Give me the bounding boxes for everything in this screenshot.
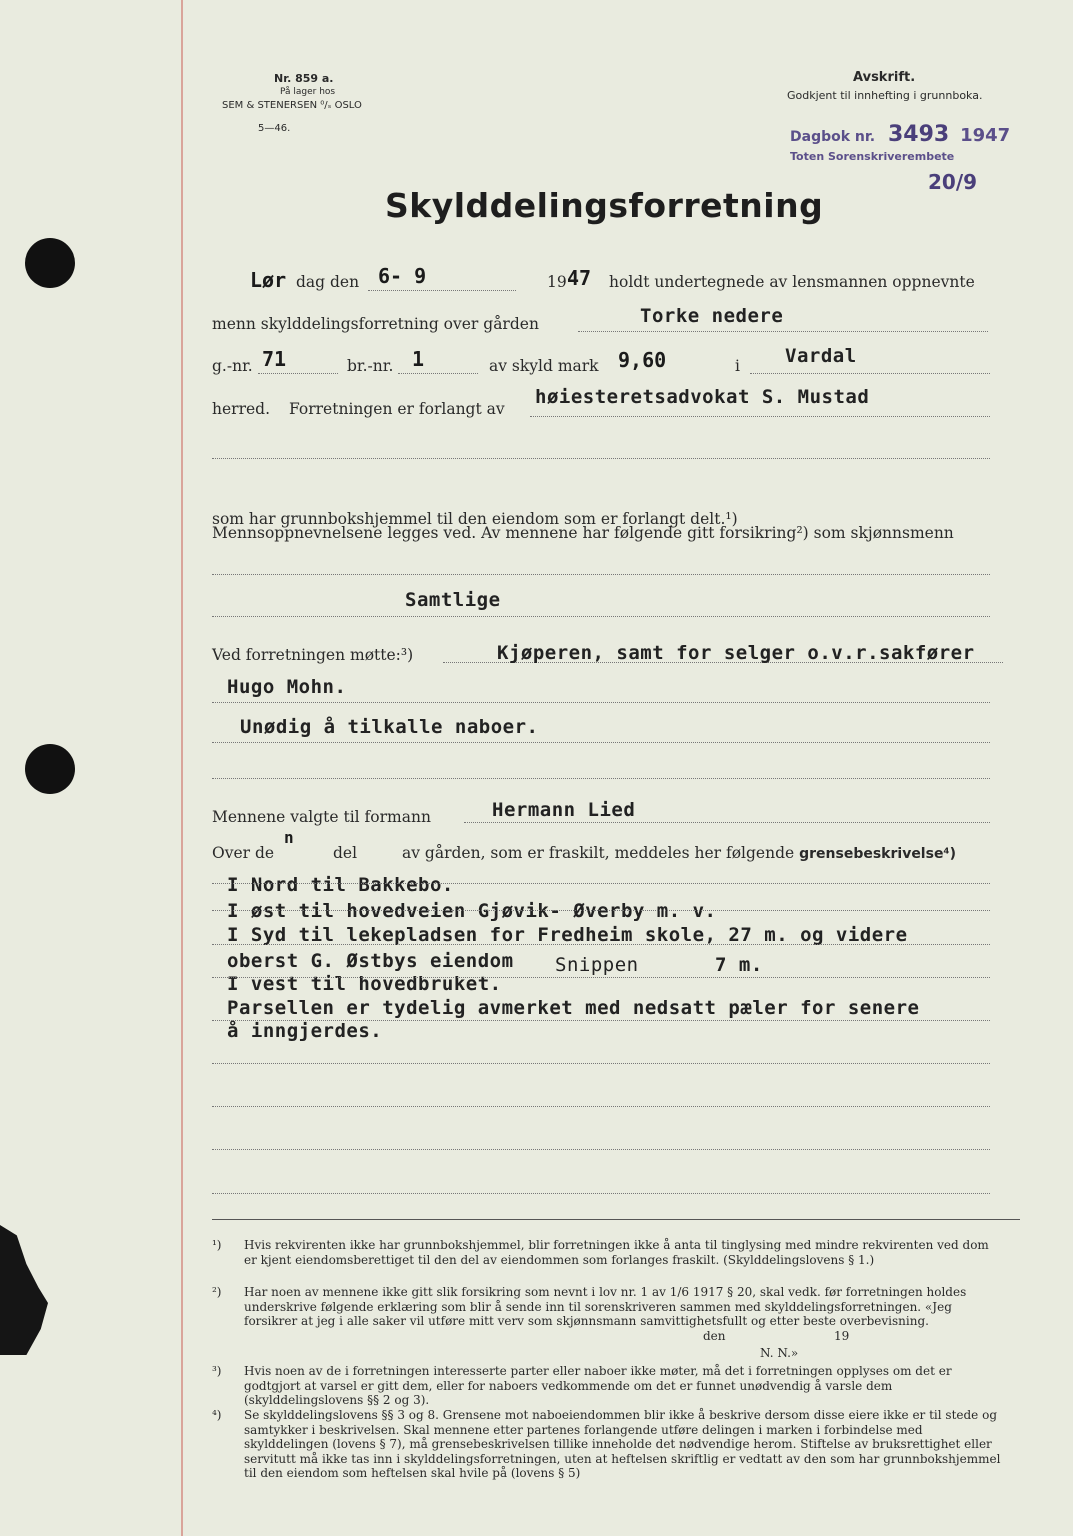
date-line xyxy=(368,290,516,291)
boundary-line: å inngjerdes. xyxy=(227,1020,383,1042)
met-value-1: Kjøperen, samt for selger o.v.r.sakfører xyxy=(497,642,975,664)
torn-edge xyxy=(0,1225,48,1355)
rule-line xyxy=(212,977,990,978)
requested-value: høiesteretsadvokat S. Mustad xyxy=(535,386,870,408)
copy-label: Avskrift. xyxy=(853,70,916,85)
footnote-2-year: 19 xyxy=(834,1329,850,1343)
footnote-number: ¹) xyxy=(212,1238,222,1252)
stamp-office: Toten Sorenskriverembete xyxy=(790,150,955,163)
footnote-3 xyxy=(212,1364,1002,1408)
boundary-line: oberst G. Østbys eiendom xyxy=(227,950,514,972)
rule-line xyxy=(212,1193,990,1194)
rule-line xyxy=(212,1106,990,1107)
footnote-1 xyxy=(212,1238,1002,1267)
snippen-text: Snippen xyxy=(555,954,639,976)
gnr-label: g.-nr. xyxy=(212,357,253,375)
met-value-2: Hugo Mohn. xyxy=(227,676,347,698)
chair-label: Mennene valgte til formann xyxy=(212,808,431,826)
footnote-text: Hvis rekvirenten ikke har grunnbokshjemmel, blir forretningen ikke å anta til tinglysing med mindre rekvirenten ved dom er kjent eiendomsberettiget til den del av eiendommen som forlanges fraskilt. (Skylddelingslovens § 1.) xyxy=(244,1238,989,1267)
document-title: Skylddelingsforretning xyxy=(385,186,824,225)
form-number: Nr. 859 a. xyxy=(274,72,334,85)
forsikring-value: Samtlige xyxy=(405,589,501,611)
stamp-dagbok xyxy=(790,122,1010,147)
date-label: dag den xyxy=(296,273,360,291)
punch-hole xyxy=(25,744,75,794)
hjemmel-text: som har grunnbokshjemmel til den eiendom som er forlangt delt.¹) xyxy=(212,510,738,528)
over-suffix: n xyxy=(284,828,294,847)
blank-line xyxy=(212,702,990,703)
stamp-label: Dagbok nr. xyxy=(790,129,876,145)
blank-line xyxy=(212,742,990,743)
meters-text: 7 m. xyxy=(715,954,763,976)
held-text: holdt undertegnede av lensmannen oppnevnte xyxy=(609,273,975,291)
requested-line xyxy=(530,416,990,417)
form-date: 5—46. xyxy=(258,123,291,134)
boundary-intro-text: av gården, som er fraskilt, meddeles her følgende xyxy=(402,844,795,862)
boundary-intro xyxy=(402,844,956,862)
boundary-line: I øst til hovedveien Gjøvik- Øverby m. v. xyxy=(227,900,717,922)
menn-text: Mennsoppnevnelsene legges ved. Av mennene har følgende gitt forsikring²) som skjønnsmenn xyxy=(212,524,954,542)
boundary-line: Parsellen er tydelig avmerket med nedsatt pæler for senere xyxy=(227,997,920,1019)
boundary-line: I vest til hovedbruket. xyxy=(227,973,502,995)
chair-line xyxy=(464,822,990,823)
blank-line xyxy=(212,616,990,617)
farm-line xyxy=(578,331,988,332)
bnr-value: 1 xyxy=(412,347,425,371)
year-prefix: 19 xyxy=(547,273,567,291)
blank-line xyxy=(212,574,990,575)
footnote-2-signature: N. N.» xyxy=(760,1346,799,1360)
stamp-year: 1947 xyxy=(960,125,1011,146)
rule-line xyxy=(212,910,990,911)
punch-hole xyxy=(25,238,75,288)
met-label: Ved forretningen møtte:³) xyxy=(212,646,414,664)
chair-value: Hermann Lied xyxy=(492,799,636,821)
rule-line xyxy=(212,1020,990,1021)
over-label: Over de xyxy=(212,844,275,862)
blank-line xyxy=(212,778,990,779)
bnr-label: br.-nr. xyxy=(347,357,394,375)
gnr-value: 71 xyxy=(262,347,287,371)
footnote-number: ⁴) xyxy=(212,1408,222,1422)
footnote-2-den: den xyxy=(703,1329,726,1343)
weekday-value: Lør xyxy=(250,268,287,292)
farm-value: Torke nedere xyxy=(640,305,784,327)
herred-label: herred. xyxy=(212,400,270,418)
farm-label: menn skylddelingsforretning over gården xyxy=(212,315,539,333)
footnote-2 xyxy=(212,1285,1002,1329)
rule-line xyxy=(212,883,990,884)
boundary-line: I Nord til Bakkebo. xyxy=(227,874,454,896)
skyld-value: 9,60 xyxy=(618,348,667,372)
met-value-3: Unødig å tilkalle naboer. xyxy=(240,716,539,738)
footnote-text: Se skylddelingslovens §§ 3 og 8. Grensene mot naboeiendommen blir ikke å beskrive dersom disse eiere ikke er til stede og samtykker i beskrivelsen. Skal mennene etter partenes forlangende utføre delingen i marken i forbindelse med skylddelingen (lovens § 7), må grensebeskrivelsen tillike inneholde det nødvendige herom. Stiftelse av bruksrettighet eller servitutt må ikke tas inn i skylddelingsforretningen, uten at heftelsen skriftlig er vedtatt av den som har grunnbokshjemmel til den eiendom som heftelsen skal hvile på (lovens § 5) xyxy=(244,1408,1001,1480)
supplier-line-2: SEM & STENERSEN ⁰/ₛ OSLO xyxy=(222,100,362,111)
bnr-line xyxy=(398,373,478,374)
i-label: i xyxy=(735,357,740,375)
requested-label: Forretningen er forlangt av xyxy=(289,400,505,418)
herred-value: Vardal xyxy=(785,345,857,367)
margin-rule xyxy=(181,0,183,1536)
date-value: 6- 9 xyxy=(378,264,427,288)
footnote-number: ³) xyxy=(212,1364,222,1378)
gnr-line xyxy=(258,373,338,374)
boundary-line: I Syd til lekepladsen for Fredheim skole, 27 m. og videre xyxy=(227,924,908,946)
footnote-text: Hvis noen av de i forretningen interesserte parter eller naboer ikke møter, må det i forretningen opplyses om det er godtgjort at varsel er gitt dem, eller for naboers vedkommende om det er funnet unødvendig å varsle dem (skylddelingslovens §§ 2 og 3). xyxy=(244,1364,952,1407)
approval-text: Godkjent til innhefting i grunnboka. xyxy=(787,89,983,102)
stamp-number: 3493 xyxy=(887,122,950,147)
rule-line xyxy=(212,1149,990,1150)
del-label: del xyxy=(333,844,358,862)
herred-line xyxy=(750,373,990,374)
footnote-text: Har noen av mennene ikke gitt slik forsikring som nevnt i lov nr. 1 av 1/6 1917 § 20, skal vedk. før forretningen holdes underskrive følgende erklæring som blir å sende inn til sorenskriveren sammen med skylddelingsforretningen. «Jeg forsikrer at jeg i alle saker vil utføre mitt verv som skjønnsmann samvittighetsfullt og etter beste overbevisning. xyxy=(244,1285,967,1328)
stamp-date: 20/9 xyxy=(928,170,978,194)
blank-line xyxy=(212,458,990,459)
year-value: 47 xyxy=(567,266,592,290)
rule-line xyxy=(212,944,990,945)
supplier-line-1: På lager hos xyxy=(280,87,336,97)
rule-line xyxy=(212,1063,990,1064)
boundary-heading: grensebeskrivelse⁴) xyxy=(799,846,956,862)
footnote-number: ²) xyxy=(212,1285,222,1299)
skyld-label: av skyld mark xyxy=(489,357,599,375)
footnote-separator xyxy=(212,1219,1020,1220)
footnote-4 xyxy=(212,1408,1002,1481)
